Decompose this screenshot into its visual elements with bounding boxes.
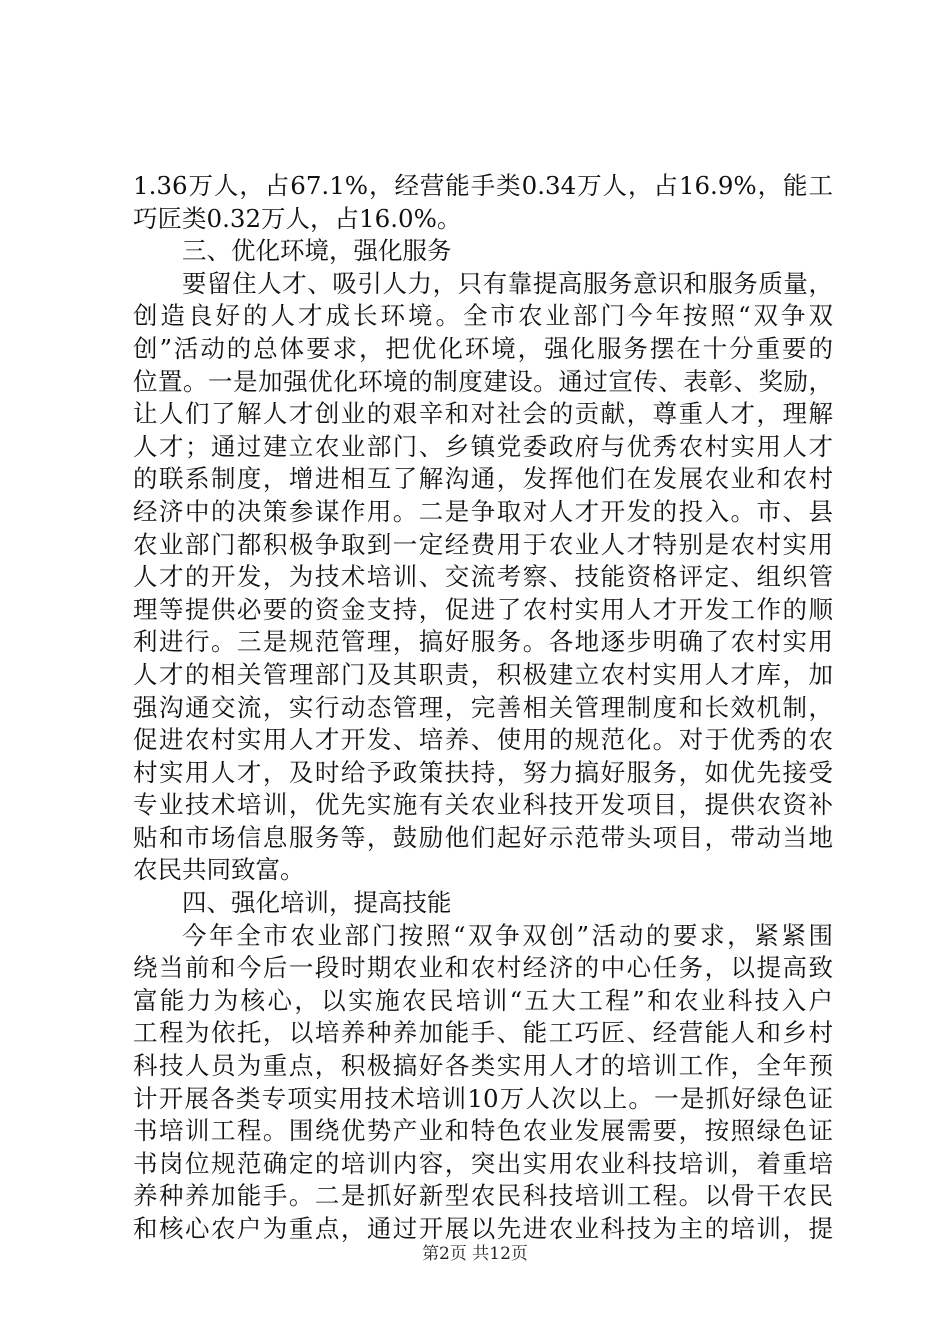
page-number-label: 第2页 共12页 bbox=[422, 1244, 528, 1264]
text-line: 位置。一是加强优化环境的制度建设。通过宣传、表彰、奖励， bbox=[133, 366, 833, 396]
text-line: 理等提供必要的资金支持，促进了农村实用人才开发工作的顺 bbox=[133, 594, 833, 624]
text-line: 利进行。三是规范管理，搞好服务。各地逐步明确了农村实用 bbox=[133, 627, 833, 657]
text-line: 创”活动的总体要求，把优化环境，强化服务摆在十分重要的 bbox=[133, 333, 833, 363]
text-line: 人才的相关管理部门及其职责，积极建立农村实用人才库，加 bbox=[133, 659, 833, 689]
text-line: 养种养加能手。二是抓好新型农民科技培训工程。以骨干农民 bbox=[133, 1181, 833, 1211]
text-line: 和核心农户为重点，通过开展以先进农业科技为主的培训，提 bbox=[133, 1214, 833, 1243]
text-line: 经济中的决策参谋作用。二是争取对人才开发的投入。市、县 bbox=[133, 496, 833, 526]
text-line: 村实用人才，及时给予政策扶持，努力搞好服务，如优先接受 bbox=[133, 757, 833, 787]
text-line: 科技人员为重点，积极搞好各类实用人才的培训工作，全年预 bbox=[133, 1051, 833, 1081]
text-line: 促进农村实用人才开发、培养、使用的规范化。对于优秀的农 bbox=[133, 725, 833, 755]
text-line: 今年全市农业部门按照“双争双创”活动的要求，紧紧围 bbox=[182, 920, 833, 950]
text-line: 书培训工程。围绕优势产业和特色农业发展需要，按照绿色证 bbox=[133, 1116, 833, 1146]
text-line: 专业技术培训，优先实施有关农业科技开发项目，提供农资补 bbox=[133, 790, 833, 820]
text-line: 绕当前和今后一段时期农业和农村经济的中心任务，以提高致 bbox=[133, 953, 833, 983]
text-line: 巧匠类0.32万人，占16.0%。 bbox=[133, 203, 462, 233]
page-footer bbox=[0, 1244, 950, 1264]
text-line: 农民共同致富。 bbox=[133, 855, 305, 885]
text-line: 的联系制度，增进相互了解沟通，发挥他们在发展农业和农村 bbox=[133, 464, 833, 494]
document-body bbox=[133, 170, 833, 1246]
text-line: 让人们了解人才创业的艰辛和对社会的贡献，尊重人才，理解 bbox=[133, 399, 833, 429]
text-line: 富能力为核心，以实施农民培训“五大工程”和农业科技入户 bbox=[133, 985, 833, 1015]
text-line: 人才的开发，为技术培训、交流考察、技能资格评定、组织管 bbox=[133, 562, 833, 592]
text-line: 四、强化培训，提高技能 bbox=[182, 888, 452, 918]
text-line: 创造良好的人才成长环境。全市农业部门今年按照“双争双 bbox=[133, 301, 833, 331]
text-line: 贴和市场信息服务等，鼓励他们起好示范带头项目，带动当地 bbox=[133, 822, 833, 852]
text-line: 要留住人才、吸引人力，只有靠提高服务意识和服务质量， bbox=[182, 268, 833, 298]
text-line: 三、优化环境，强化服务 bbox=[182, 236, 452, 266]
text-line: 强沟通交流，实行动态管理，完善相关管理制度和长效机制， bbox=[133, 692, 833, 722]
text-line: 人才；通过建立农业部门、乡镇党委政府与优秀农村实用人才 bbox=[133, 431, 833, 461]
text-line: 书岗位规范确定的培训内容，突出实用农业科技培训，着重培 bbox=[133, 1148, 833, 1178]
text-line: 农业部门都积极争取到一定经费用于农业人才特别是农村实用 bbox=[133, 529, 833, 559]
text-line: 计开展各类专项实用技术培训10万人次以上。一是抓好绿色证 bbox=[133, 1083, 833, 1113]
text-line: 工程为依托，以培养种养加能手、能工巧匠、经营能人和乡村 bbox=[133, 1018, 833, 1048]
text-line: 1.36万人，占67.1%，经营能手类0.34万人，占16.9%，能工 bbox=[133, 171, 833, 200]
